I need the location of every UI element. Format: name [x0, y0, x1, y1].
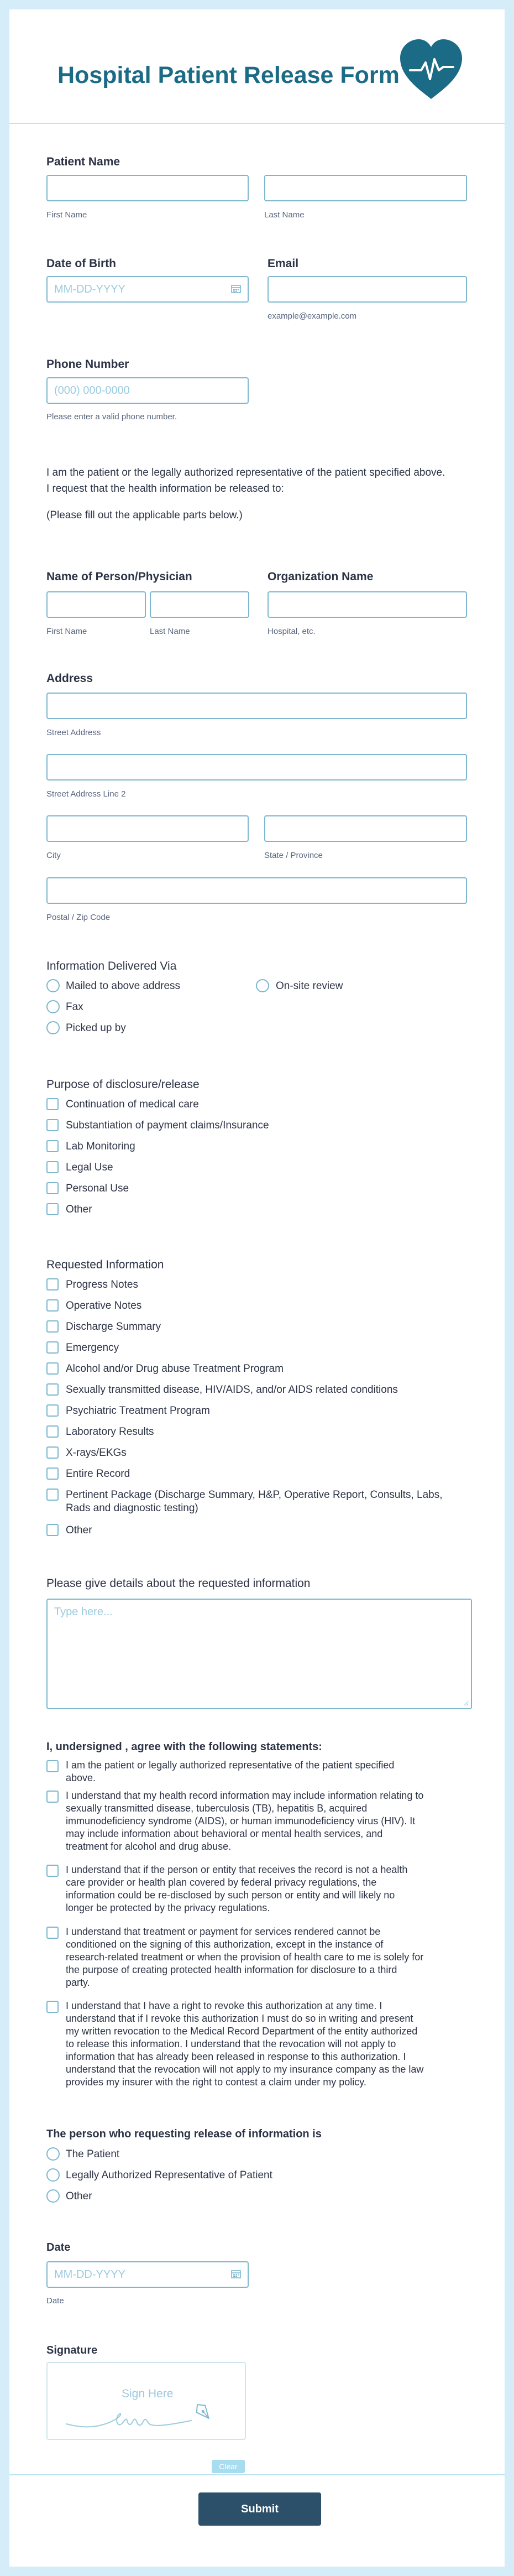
requested-option: X-rays/EKGs [66, 1447, 127, 1459]
email-label: Email [268, 257, 299, 270]
footer-divider [9, 2474, 505, 2475]
patient-first-name-sub: First Name [46, 210, 87, 220]
details-label: Please give details about the requested information [46, 1577, 311, 1590]
signature-pad[interactable] [46, 2362, 246, 2440]
requested-option-other: Other [66, 1524, 92, 1536]
patient-first-name-input[interactable] [46, 175, 249, 201]
submit-button[interactable]: Submit [198, 2492, 321, 2526]
requester-radio-representative[interactable] [46, 2168, 60, 2182]
purpose-checkbox-lab[interactable] [46, 1140, 59, 1152]
email-input[interactable] [268, 276, 467, 303]
requester-option-patient: The Patient [66, 2148, 120, 2160]
intro-line-1: I am the patient or the legally authorized representative of the patient specified above. [46, 467, 445, 478]
form-title: Hospital Patient Release Form [57, 62, 400, 89]
phone-sub: Please enter a valid phone number. [46, 412, 177, 421]
purpose-checkbox-other[interactable] [46, 1203, 59, 1215]
requested-checkbox[interactable] [46, 1320, 59, 1333]
requested-option: Alcohol and/or Drug abuse Treatment Program [66, 1363, 284, 1375]
calendar-icon[interactable] [231, 2270, 241, 2278]
purpose-option: Legal Use [66, 1162, 113, 1173]
requested-option: Operative Notes [66, 1300, 142, 1312]
requested-checkbox[interactable] [46, 1425, 59, 1438]
organization-input[interactable] [268, 591, 467, 618]
delivery-option-mailed: Mailed to above address [66, 980, 181, 992]
requested-checkbox[interactable] [46, 1446, 59, 1459]
purpose-checkbox-payment[interactable] [46, 1119, 59, 1131]
date-input[interactable] [46, 2261, 249, 2288]
city-sub: City [46, 851, 61, 860]
requested-option-pertinent-1: Pertinent Package (Discharge Summary, H&P, Operative Report, Consults, Labs, [66, 1489, 443, 1501]
date-sub: Date [46, 2296, 64, 2306]
purpose-option: Substantiation of payment claims/Insurance [66, 1120, 269, 1131]
agree-statement-1: I am the patient or legally authorized representative of the patient specified above. [66, 1760, 395, 1783]
agree-checkbox-3[interactable] [46, 1865, 59, 1877]
signature-clear-button[interactable]: Clear [212, 2460, 245, 2473]
organization-sub: Hospital, etc. [268, 627, 316, 636]
agree-label: I, undersigned , agree with the following statements: [46, 1741, 322, 1753]
requested-checkbox[interactable] [46, 1404, 59, 1417]
agree-statement-3: I understand that if the person or entity that receives the record is not a health care provider or health plan covered by federal privacy regulations, the information could be re-disclosed by such person or entity and will likely no longer be protected by the privacy regulations. [66, 1864, 408, 1913]
requester-option-other: Other [66, 2190, 92, 2202]
agree-checkbox-2[interactable] [46, 1791, 59, 1803]
resize-handle-icon[interactable] [463, 1700, 469, 1706]
state-sub: State / Province [264, 851, 323, 860]
recipient-first-name-sub: First Name [46, 627, 87, 636]
street-address-2-sub: Street Address Line 2 [46, 789, 126, 799]
agree-checkbox-1[interactable] [46, 1760, 59, 1772]
requested-label: Requested Information [46, 1258, 164, 1271]
requested-checkbox[interactable] [46, 1341, 59, 1354]
delivery-label: Information Delivered Via [46, 960, 177, 972]
dob-label: Date of Birth [46, 257, 116, 270]
patient-name-label: Patient Name [46, 155, 120, 168]
requester-label: The person who requesting release of information is [46, 2128, 322, 2140]
details-textarea[interactable] [46, 1599, 472, 1709]
delivery-option-picked-up: Picked up by [66, 1022, 126, 1034]
delivery-option-fax: Fax [66, 1001, 83, 1013]
requested-option: Progress Notes [66, 1279, 138, 1290]
purpose-option: Lab Monitoring [66, 1141, 135, 1152]
postal-input[interactable] [46, 877, 467, 904]
signature-placeholder: Sign Here [122, 2387, 174, 2400]
delivery-radio-mailed[interactable] [46, 979, 60, 992]
purpose-checkbox-personal[interactable] [46, 1182, 59, 1194]
address-label: Address [46, 672, 93, 685]
requested-option-pertinent-2: Rads and diagnostic testing) [66, 1502, 198, 1514]
requested-checkbox-pertinent[interactable] [46, 1489, 59, 1501]
requested-checkbox[interactable] [46, 1299, 59, 1312]
requested-checkbox[interactable] [46, 1383, 59, 1396]
delivery-radio-fax[interactable] [46, 1000, 60, 1013]
heart-pulse-icon [398, 37, 464, 102]
purpose-option: Continuation of medical care [66, 1099, 199, 1110]
organization-label: Organization Name [268, 570, 374, 583]
requested-checkbox[interactable] [46, 1278, 59, 1290]
city-input[interactable] [46, 815, 249, 842]
intro-line-2: I request that the health information be released to: [46, 483, 284, 495]
agree-statement-2: I understand that my health record information may include information relating to sexually transmitted disease, tuberculosis (TB), hepatitis B, acquired immunodeficiency syndrome (AIDS), or human immunodeficiency virus (HIV). It may include information about behavioral or mental health services, and treatment for alcohol and drug abuse. [66, 1790, 424, 1852]
purpose-option: Personal Use [66, 1183, 129, 1194]
signature-scribble-icon [64, 2396, 230, 2435]
requested-option: Discharge Summary [66, 1321, 161, 1333]
purpose-label: Purpose of disclosure/release [46, 1078, 200, 1091]
dob-placeholder: MM-DD-YYYY [54, 283, 125, 295]
requested-checkbox-other[interactable] [46, 1524, 59, 1536]
agree-checkbox-4[interactable] [46, 1927, 59, 1939]
purpose-checkbox-legal[interactable] [46, 1161, 59, 1173]
requester-option-representative: Legally Authorized Representative of Patient [66, 2169, 272, 2181]
requested-option: Emergency [66, 1342, 119, 1354]
purpose-option: Other [66, 1204, 92, 1215]
purpose-checkbox-continuation[interactable] [46, 1098, 59, 1110]
header-divider [9, 123, 505, 124]
phone-placeholder: (000) 000-0000 [54, 384, 130, 397]
recipient-name-label: Name of Person/Physician [46, 570, 192, 583]
state-input[interactable] [264, 815, 467, 842]
recipient-first-name-input[interactable] [46, 591, 146, 618]
agree-statement-5: I understand that I have a right to revoke this authorization at any time. I understand that if I revoke this authorization I must do so in writing and present my written revocation to the Medical Record Department of the entity authorized to release this information. I understand that the revocation will not apply to information that has already been released in response to this authorization. I understand that the revocation will not apply to my insurance company as the law provides my insurer with the right to contest a claim under my policy. [66, 2000, 424, 2088]
requester-radio-other[interactable] [46, 2189, 60, 2203]
recipient-last-name-input[interactable] [150, 591, 249, 618]
patient-last-name-sub: Last Name [264, 210, 305, 220]
details-placeholder: Type here... [54, 1606, 113, 1618]
signature-label: Signature [46, 2344, 98, 2356]
email-sub: example@example.com [268, 311, 357, 321]
date-label: Date [46, 2241, 71, 2254]
street-address-input[interactable] [46, 693, 467, 719]
requested-option: Sexually transmitted disease, HIV/AIDS, and/or AIDS related conditions [66, 1384, 398, 1396]
agree-checkbox-5[interactable] [46, 2001, 59, 2013]
delivery-radio-picked-up[interactable] [46, 1021, 60, 1034]
agree-statement-4: I understand that treatment or payment for services rendered cannot be conditioned on the signing of this authorization, except in the instance of research-related treatment or when the provision of health care to me is solely for the purpose of creating protected health information for disclosure to a third party. [66, 1926, 424, 1988]
requested-checkbox[interactable] [46, 1467, 59, 1480]
intro-line-3: (Please fill out the applicable parts below.) [46, 509, 243, 521]
delivery-option-onsite: On-site review [276, 980, 343, 992]
street-address-2-input[interactable] [46, 754, 467, 780]
phone-label: Phone Number [46, 358, 129, 371]
requested-option: Entire Record [66, 1468, 130, 1480]
recipient-last-name-sub: Last Name [150, 627, 190, 636]
calendar-icon[interactable] [231, 284, 241, 293]
dob-input[interactable] [46, 276, 249, 303]
requested-option: Psychiatric Treatment Program [66, 1405, 210, 1417]
street-address-sub: Street Address [46, 728, 101, 737]
phone-input[interactable] [46, 377, 249, 404]
date-placeholder: MM-DD-YYYY [54, 2268, 125, 2281]
postal-sub: Postal / Zip Code [46, 913, 111, 922]
requester-radio-patient[interactable] [46, 2147, 60, 2161]
patient-last-name-input[interactable] [264, 175, 467, 201]
form-card [9, 9, 505, 2567]
delivery-radio-onsite[interactable] [256, 979, 269, 992]
requested-checkbox[interactable] [46, 1362, 59, 1375]
requested-option: Laboratory Results [66, 1426, 154, 1438]
